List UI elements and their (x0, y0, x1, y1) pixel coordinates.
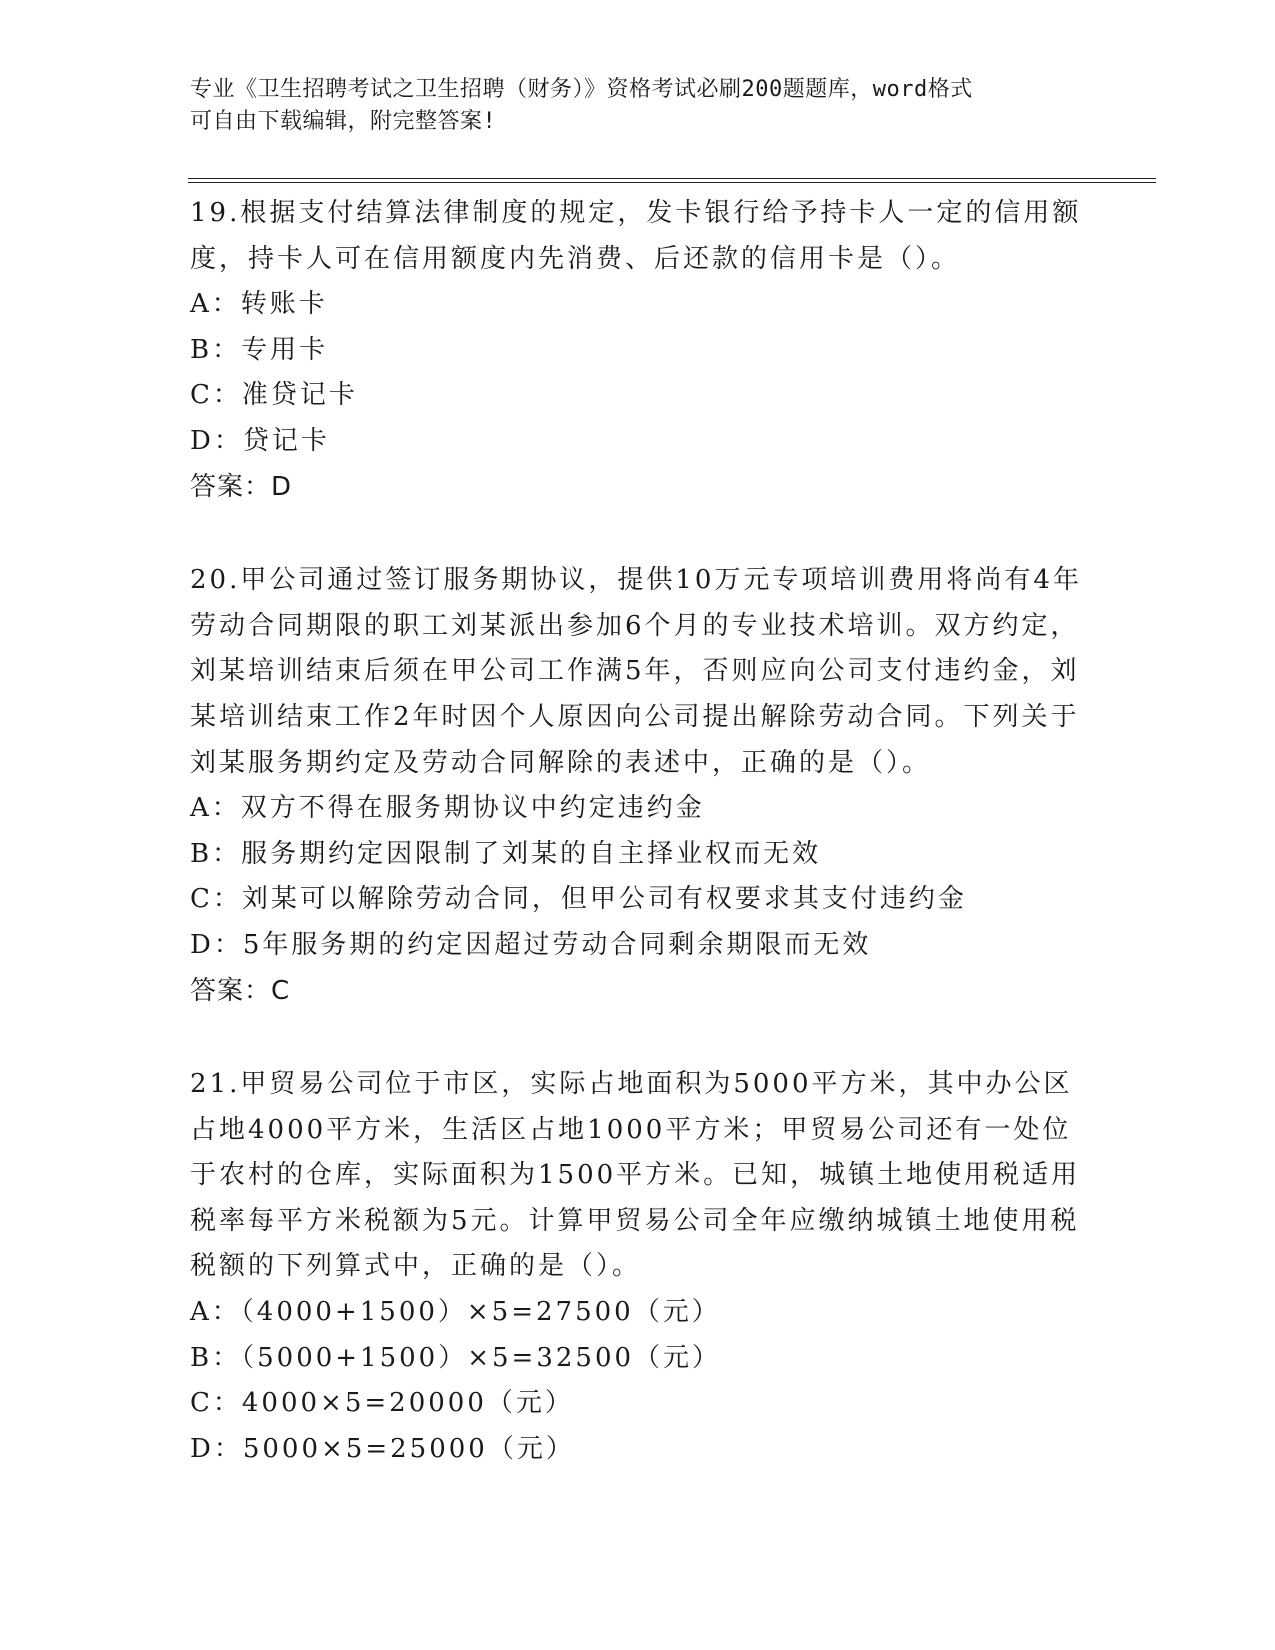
option-b: B：服务期约定因限制了刘某的自主择业权而无效 (190, 838, 822, 869)
option-a: A：转账卡 (190, 289, 328, 320)
question-stem: 19.根据支付结算法律制度的规定，发卡银行给予持卡人一定的信用额度，持卡人可在信用额度内先消费、后还款的信用卡是（）。 (190, 198, 1082, 274)
option-d: D：贷记卡 (190, 425, 330, 456)
question-stem: 21.甲贸易公司位于市区，实际占地面积为5000平方米，其中办公区占地4000平方米，生活区占地1000平方米；甲贸易公司还有一处位于农村的仓库，实际面积为1500平方米。已知，城镇土地使用税适用税率每平方米税额为5元。计算甲贸易公司全年应缴纳城镇土地使用税税额的下列算式中，正确的是（）。 (190, 1069, 1081, 1282)
option-b: B：专用卡 (190, 334, 329, 365)
question-stem: 20.甲公司通过签订服务期协议，提供10万元专项培训费用将尚有4年劳动合同期限的职工刘某派出参加6个月的专业技术培训。双方约定，刘某培训结束后须在甲公司工作满5年，否则应向公司支付违约金，刘某培训结束工作2年时因个人原因向公司提出解除劳动合同。下列关于刘某服务期约定及劳动合同解除的表述中，正确的是（）。 (190, 565, 1082, 778)
option-c: C：4000×5=20000（元） (190, 1388, 574, 1419)
header-subtitle-line: 可自由下载编辑，附完整答案! (190, 109, 497, 134)
question-21 (190, 1062, 1090, 1472)
header-title-line: 专业《卫生招聘考试之卫生招聘（财务）》资格考试必刷200题题库，word格式 (190, 77, 973, 102)
option-a: A：双方不得在服务期协议中约定违约金 (190, 793, 705, 824)
option-c: C：准贷记卡 (190, 380, 358, 411)
answer-label: 答案：D (190, 471, 293, 502)
option-d: D：5年服务期的约定因超过劳动合同剩余期限而无效 (190, 929, 872, 960)
header-divider (188, 178, 1156, 183)
option-a: A：（4000+1500）×5=27500（元） (190, 1297, 721, 1328)
document-header (190, 74, 1070, 138)
option-b: B：（5000+1500）×5=32500（元） (190, 1342, 722, 1373)
question-list (190, 191, 1090, 1520)
answer-label: 答案：C (190, 975, 291, 1006)
question-19 (190, 191, 1090, 510)
option-d: D：5000×5=25000（元） (190, 1433, 575, 1464)
option-c: C：刘某可以解除劳动合同，但甲公司有权要求其支付违约金 (190, 884, 967, 915)
question-20 (190, 558, 1090, 1014)
